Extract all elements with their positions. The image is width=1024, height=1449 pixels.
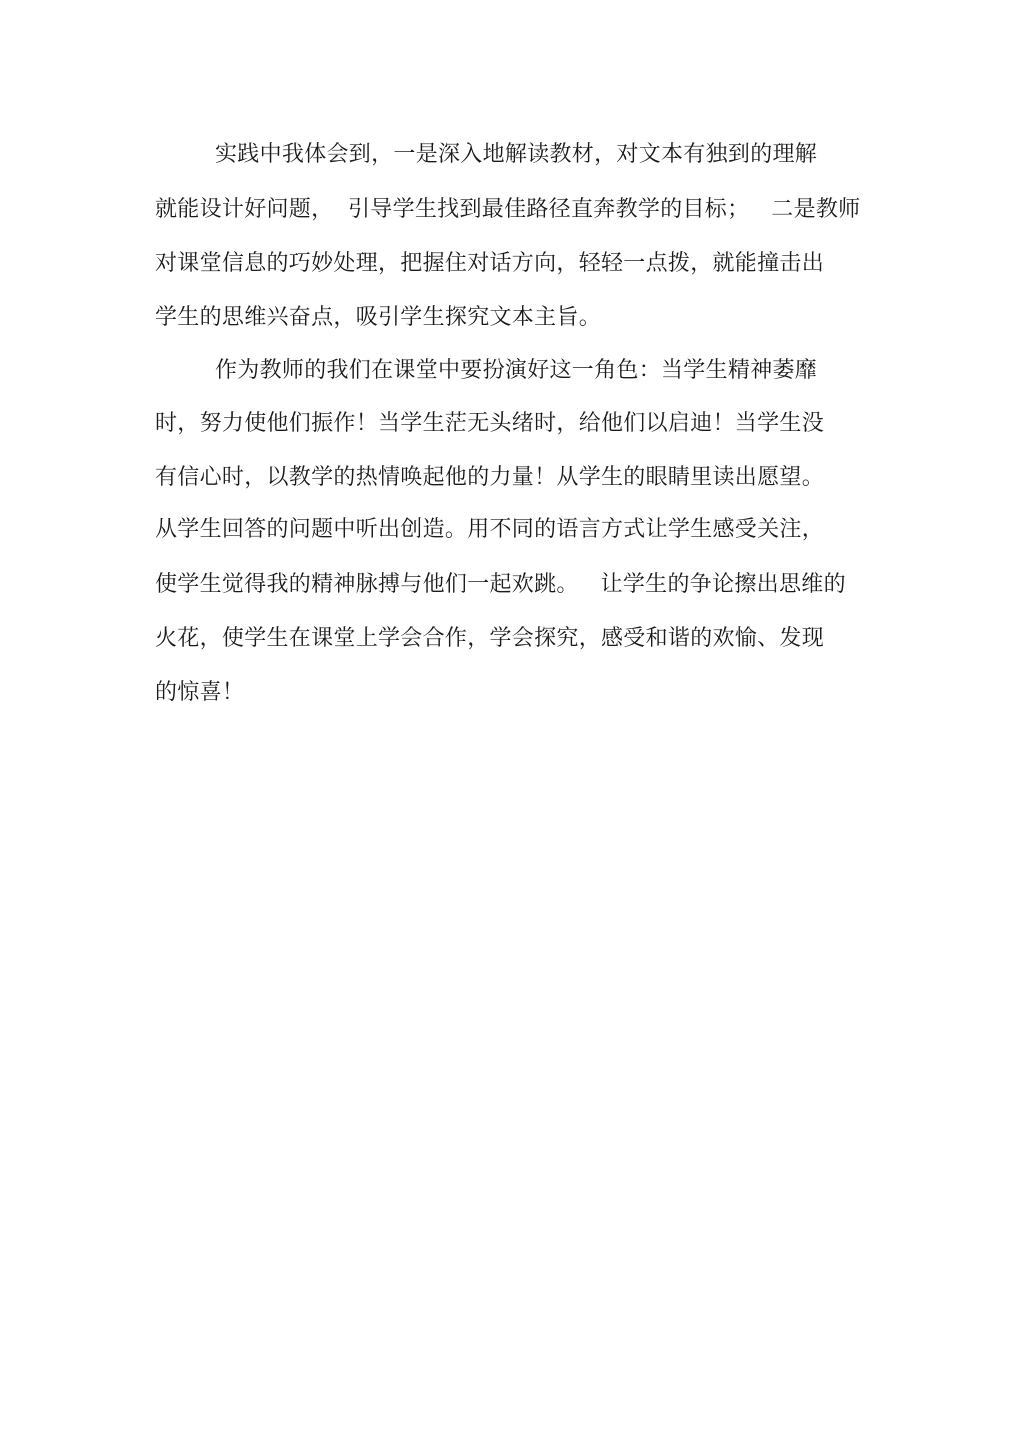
paragraph-1-line-3: 对课堂信息的巧妙处理，把握住对话方向，轻轻一点拨，就能撞击出	[155, 251, 825, 276]
paragraph-2-line-3: 有信心时，以教学的热情唤起他的力量！从学生的眼睛里读出愿望。	[155, 465, 825, 490]
paragraph-2-line-1: 作为教师的我们在课堂中要扮演好这一角色：当学生精神萎靡	[215, 358, 818, 383]
paragraph-1-line-4: 学生的思维兴奋点，吸引学生探究文本主旨。	[155, 305, 602, 330]
paragraph-1-line-1: 实践中我体会到，一是深入地解读教材，对文本有独到的理解	[215, 142, 818, 167]
paragraph-2-line-4: 从学生回答的问题中听出创造。用不同的语言方式让学生感受关注，	[155, 517, 825, 542]
paragraph-1-line-2: 就能设计好问题， 引导学生找到最佳路径直奔教学的目标； 二是教师	[155, 197, 861, 222]
paragraph-2-line-7: 的惊喜！	[155, 680, 245, 705]
paragraph-2-line-6: 火花，使学生在课堂上学会合作，学会探究，感受和谐的欢愉、发现	[155, 626, 825, 651]
paragraph-2-line-5: 使学生觉得我的精神脉搏与他们一起欢跳。 让学生的争论擦出思维的	[155, 572, 846, 597]
paragraph-2-line-2: 时，努力使他们振作！当学生茫无头绪时，给他们以启迪！当学生没	[155, 411, 825, 436]
